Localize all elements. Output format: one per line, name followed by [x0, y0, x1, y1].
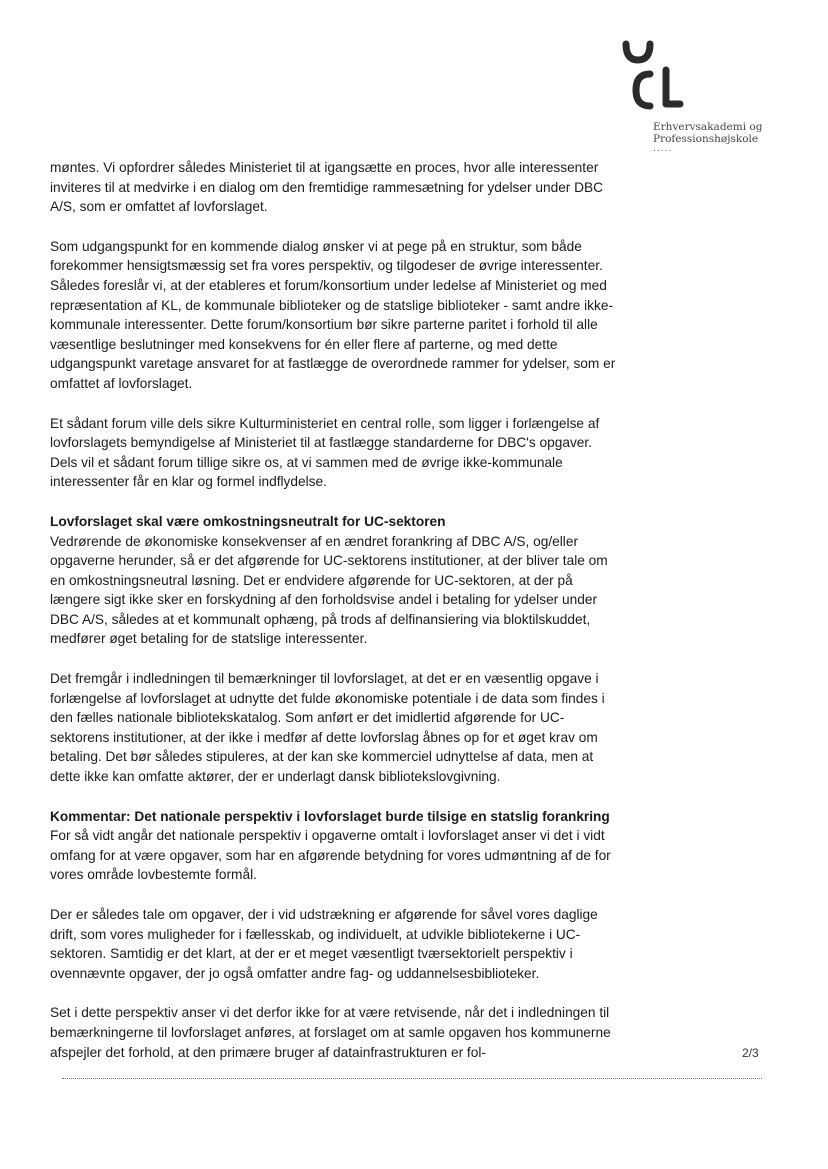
section-heading: Kommentar: Det nationale perspektiv i lovforslaget burde tilsige en statslig forankring [50, 808, 610, 824]
institution-line-1: Erhvervsakademi og [653, 121, 763, 133]
paragraph: Set i dette perspektiv anser vi det derfor ikke for at være retvisende, når det i indledningen til bemærkningerne til lovforslaget anføres, at forslaget om at samle opgaven hos kommunerne afspejler det forhold, at den primære bruger af datainfrastrukturen er fol- [50, 1005, 611, 1060]
paragraph: Det fremgår i indledningen til bemærkninger til lovforslaget, at det er en væsentlig opgave i forlængelse af lovforslaget at udnytte det fulde økonomiske potentiale i de data som findes i den fælles nationale bibliotekskatalog. Som anført er det imidlertid afgørende for UC-sektorens institutioner, at der ikke i medfør af dette lovforslag åbnes op for et øget krav om betaling. Det bør således stipuleres, at der kan ske kommerciel udnyttelse af data, men at dette ikke kan omfatte aktører, der er underlagt dansk bibliotekslovgivning. [50, 671, 605, 785]
paragraph: møntes. Vi opfordrer således Ministeriet til at igangsætte en proces, hvor alle interessenter inviteres til at medvirke i en dialog om den fremtidige rammesætning for ydelser under DBC A/S, som er omfattet af lovforslaget. [50, 160, 604, 215]
footer-divider [62, 1078, 762, 1079]
paragraph: Som udgangspunkt for en kommende dialog ønsker vi at pege på en struktur, som både forekommer hensigtsmæssig set fra vores perspektiv, og tilgodeser de øvrige interessenter. Således foreslår vi, at der etableres et forum/konsortium under ledelse af Ministeriet og med repræsentation af KL, de kommunale biblioteker og de statslige biblioteker - samt andre ikke-kommunale interessenter. Dette forum/konsortium bør sikre parterne paritet i forhold til alle væsentlige beslutninger med konsekvens for én eller flere af parterne, og med dette udgangspunkt varetage ansvaret for at fastlægge de overordnede rammer for ydelser, som er omfattet af lovforslaget. [50, 238, 616, 391]
section-body: For så vidt angår det nationale perspektiv i opgaverne omtalt i lovforslaget anser vi det i vidt omfang for at være opgaver, som har en afgørende betydning for vores udmøntning af de for vores område lovbestemte formål. [50, 828, 611, 883]
institution-name [653, 121, 813, 145]
logo-dots: ..... [653, 144, 673, 154]
paragraph: Der er således tale om opgaver, der i vid udstrækning er afgørende for såvel vores daglige drift, som vores muligheder for i fællesskab, og individuelt, at udvikle bibliotekerne i UC-sektoren. Samtidig er det klart, at der er et meget væsentligt tværsektorielt perspektiv i ovennævnte opgaver, der jo også omfatter andre fag- og uddannelsesbiblioteker. [50, 907, 598, 981]
document-body [50, 158, 620, 1082]
page-number: 2/3 [742, 1046, 759, 1060]
paragraph: Et sådant forum ville dels sikre Kulturministeriet en central rolle, som ligger i forlængelse af lovforslagets bemyndigelse af Ministeriet til at fastlægge standarderne for DBC's opgaver. Dels vil et sådant forum tillige sikre os, at vi sammen med de øvrige ikke-kommunale interessenter får en klar og formel indflydelse. [50, 415, 600, 490]
section-body: Vedrørende de økonomiske konsekvenser af en ændret forankring af DBC A/S, og/eller opgaverne herunder, så er det afgørende for UC-sektorens institutioner, at der bliver tale om en omkostningsneutral løsning. Det er endvidere afgørende for UC-sektoren, at der på længere sigt ikke sker en forskydning af den forholdsvise andel i betaling for ydelser under DBC A/S, således at et kommunalt ophæng, på trods af delfinansiering via bloktilskuddet, medfører øget betaling for de statslige interessenter. [50, 533, 608, 647]
institution-line-2: Professionshøjskole [653, 133, 759, 145]
section-cost-neutral [50, 512, 620, 649]
section-national-perspective [50, 807, 620, 885]
section-heading: Lovforslaget skal være omkostningsneutralt for UC-sektoren [50, 513, 446, 529]
